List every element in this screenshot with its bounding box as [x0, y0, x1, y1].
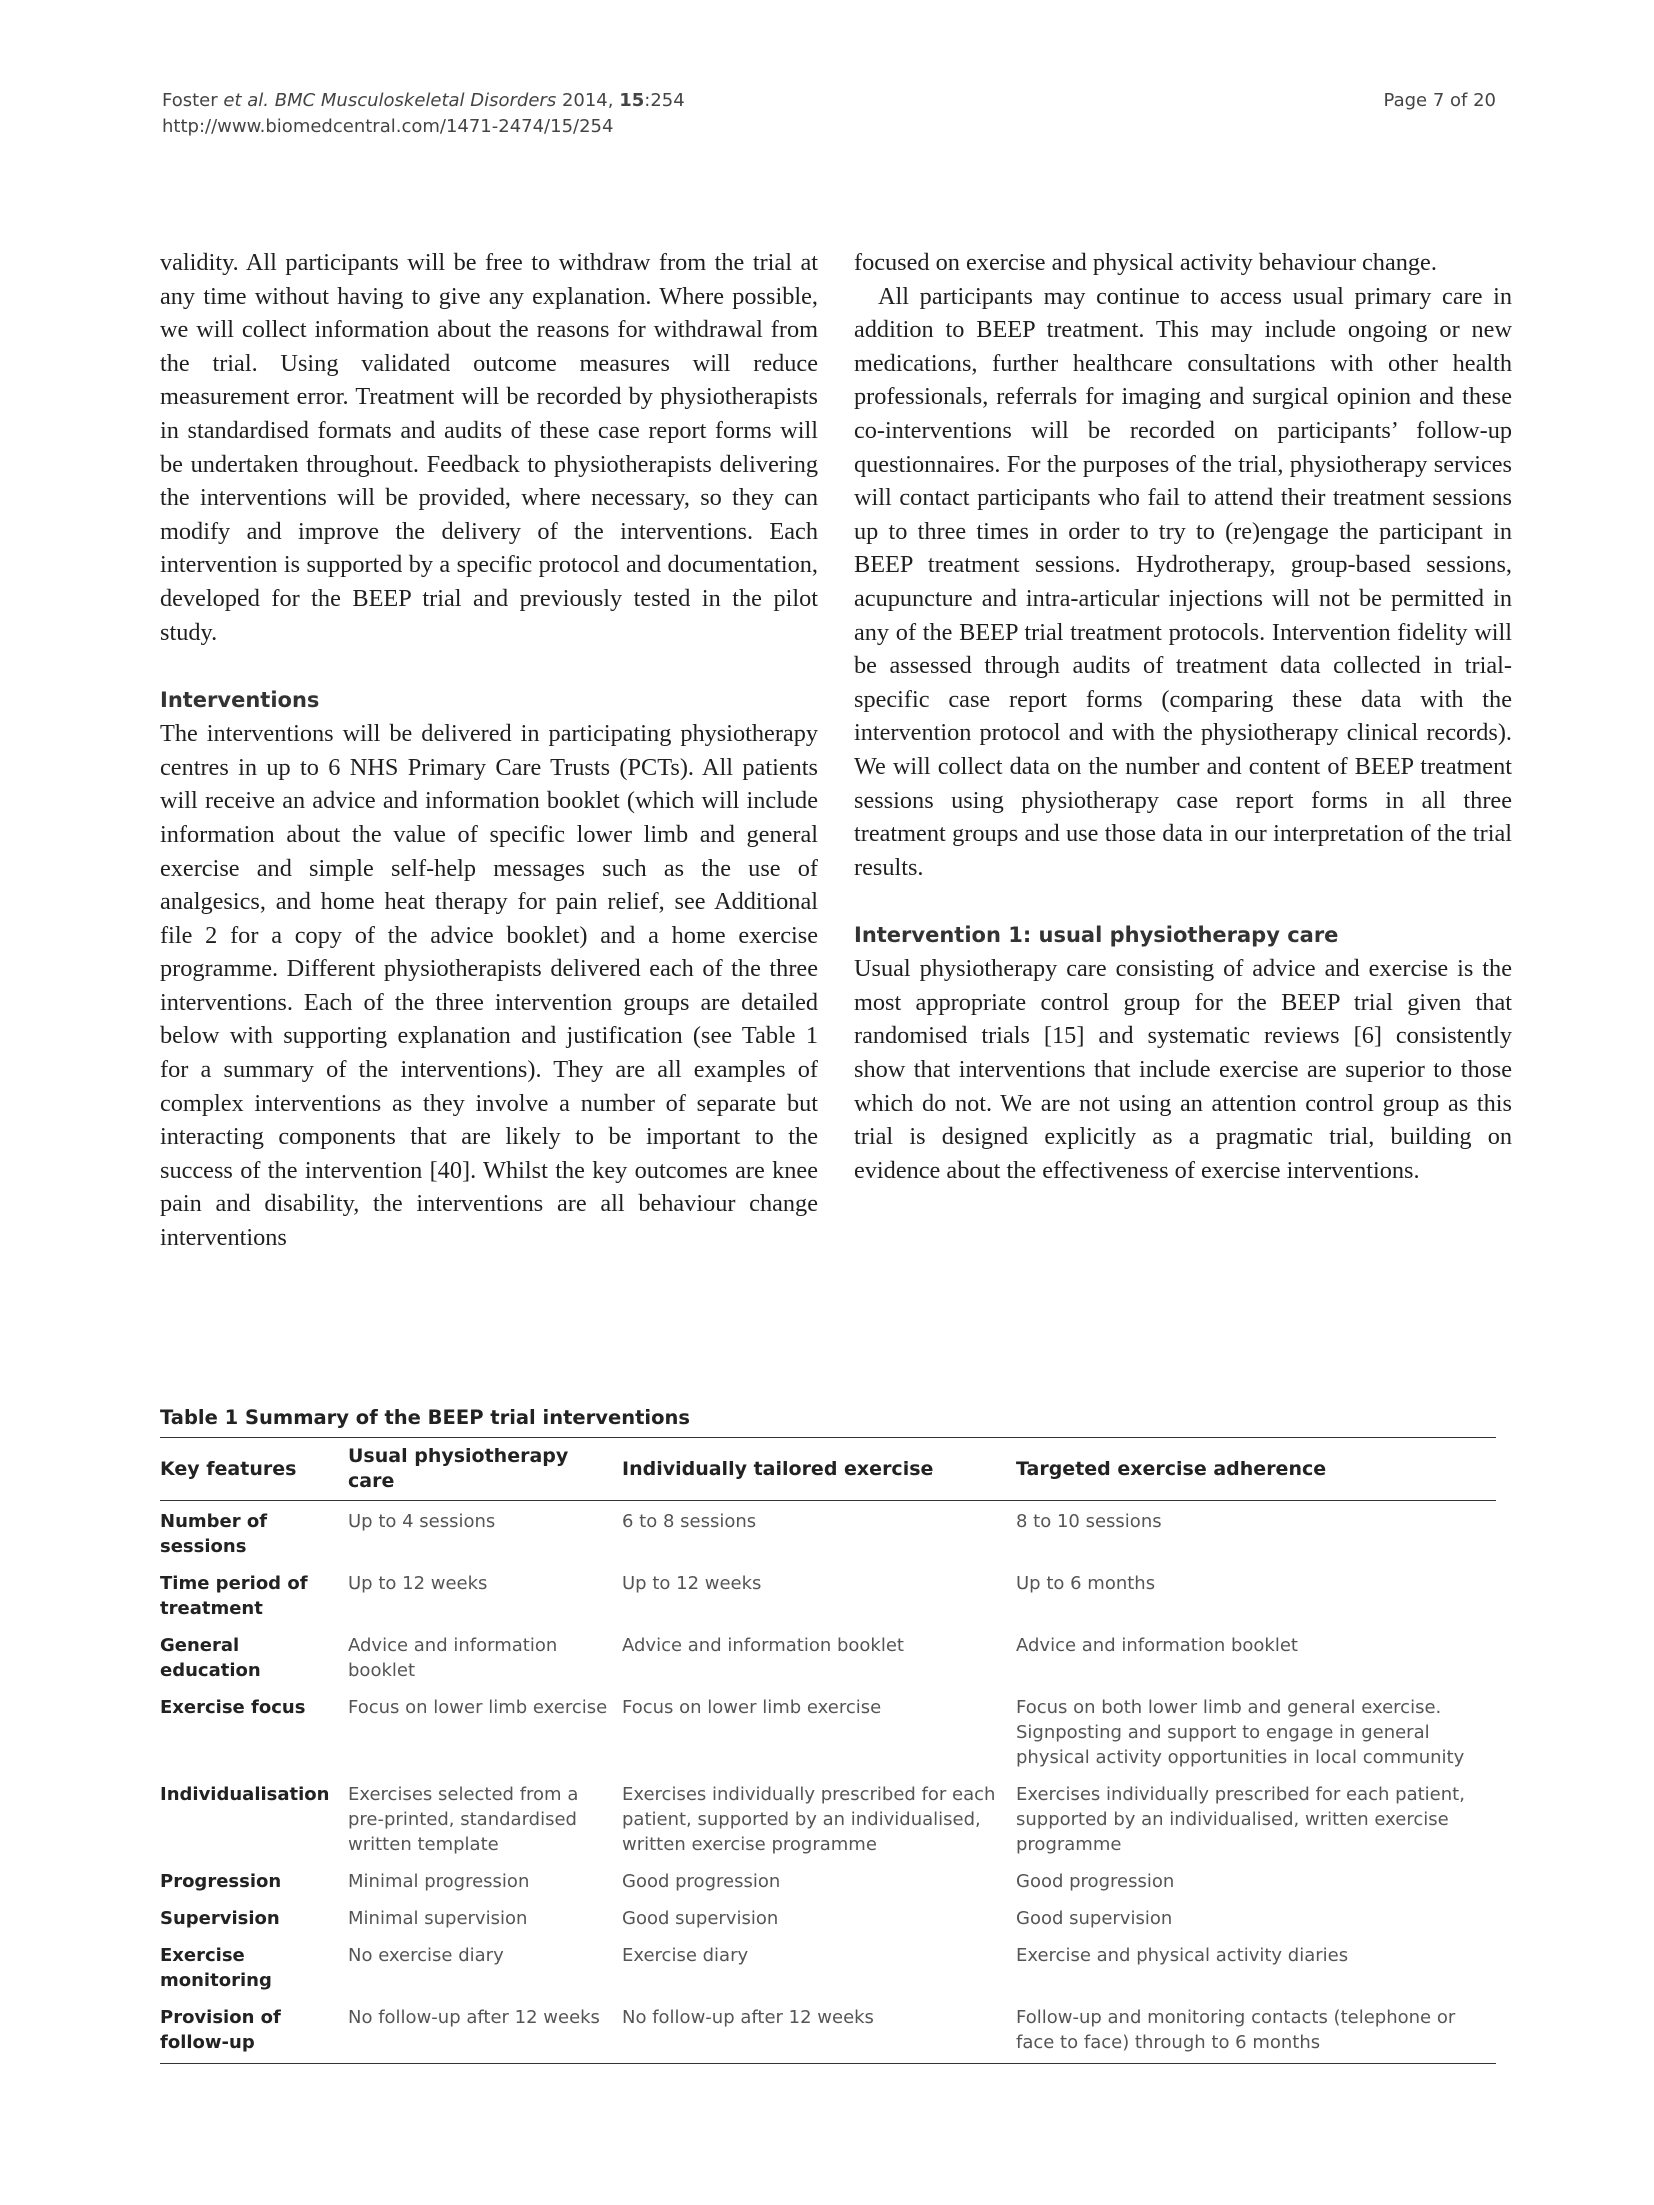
table-cell: Follow-up and monitoring contacts (telephone or face to face) through to 6 months: [1016, 1997, 1496, 2064]
table-row: [160, 1563, 1496, 1625]
table-1: [160, 1405, 1496, 2064]
table-cell: Focus on lower limb exercise: [622, 1697, 882, 1718]
table-cell: Up to 4 sessions: [348, 1511, 496, 1532]
table-cell: Good progression: [622, 1871, 781, 1892]
table-row: [160, 1625, 1496, 1687]
table-header-cell: Usual physiotherapy care: [348, 1438, 622, 1501]
right-paragraph-1: focused on exercise and physical activity behaviour change.: [854, 249, 1437, 276]
citation-year: 2014,: [561, 90, 614, 111]
section-heading-intervention-1: Intervention 1: usual physiotherapy care: [854, 923, 1339, 948]
table-cell: Advice and information booklet: [348, 1635, 558, 1681]
table-cell: Up to 6 months: [1016, 1573, 1156, 1594]
table-cell: Minimal supervision: [348, 1908, 528, 1929]
table-cell: No follow-up after 12 weeks: [348, 1997, 622, 2064]
table-cell: Exercise and physical activity diaries: [1016, 1945, 1349, 1966]
table-header-cell: Individually tailored exercise: [622, 1438, 1016, 1501]
left-paragraph-2: The interventions will be delivered in participating physiotherapy centres in up to 6 NHS Primary Care Trusts (PCTs). All patients will receive an advice and information booklet (which will include information about the value of specific lower limb and general exercise and simple self-help messages such as the use of analgesics, and home heat therapy for pain relief, see Additional file 2 for a copy of the advice booklet) and a home exercise programme. Different physiotherapists delivered each of the three interventions. Each of the three intervention groups are detailed below with supporting explanation and justification (see Table 1 for a summary of the interventions). They are all examples of complex interventions as they involve a number of separate but interacting components that are likely to be important to the success of the intervention [40]. Whilst the key outcomes are knee pain and disability, the interventions are all behaviour change interventions: [160, 720, 818, 1252]
table-cell: Advice and information booklet: [1016, 1635, 1298, 1656]
table-cell: No exercise diary: [348, 1945, 504, 1966]
table-cell: No follow-up after 12 weeks: [622, 1997, 1016, 2064]
table-header-cell: Targeted exercise adherence: [1016, 1438, 1496, 1501]
table-row: [160, 1501, 1496, 1564]
table-key-cell: Time period of treatment: [160, 1573, 308, 1619]
table-key-cell: Provision of follow-up: [160, 1997, 348, 2064]
table-cell: Good progression: [1016, 1871, 1175, 1892]
citation: [162, 88, 685, 140]
table-header-cell: Key features: [160, 1438, 348, 1501]
table-key-cell: Progression: [160, 1871, 282, 1892]
table-row: [160, 1774, 1496, 1861]
table-cell: Exercise diary: [622, 1945, 749, 1966]
table-cell: 8 to 10 sessions: [1016, 1511, 1162, 1532]
citation-etal: et al.: [223, 90, 269, 111]
left-column: [160, 246, 818, 1255]
table-key-cell: Supervision: [160, 1908, 280, 1929]
citation-article: :254: [644, 90, 685, 111]
section-heading-interventions: Interventions: [160, 688, 320, 713]
table-key-cell: Exercise focus: [160, 1697, 306, 1718]
right-paragraph-2: All participants may continue to access usual primary care in addition to BEEP treatment. This may include ongoing or new medications, further healthcare consultations with other health professionals, referrals for imaging and surgical opinion and these co-interventions will be recorded on participants’ follow-up questionnaires. For the purposes of the trial, physiotherapy services will contact participants who fail to attend their treatment sessions up to three times in order to try to (re)engage the participant in BEEP treatment sessions. Hydrotherapy, group-based sessions, acupuncture and intra-articular injections will not be permitted in any of the BEEP trial treatment protocols. Intervention fidelity will be assessed through audits of treatment data collected in trial-specific case report forms (comparing these data with the intervention protocol and with the physiotherapy clinical records). We will collect data on the number and content of BEEP treatment sessions using physiotherapy case report forms in all three treatment groups and use those data in our interpretation of the trial results.: [854, 282, 1512, 881]
citation-authors: Foster: [162, 90, 218, 111]
table-cell: Exercises individually prescribed for each patient, supported by an individualised, written exercise programme: [622, 1784, 996, 1855]
table-row: [160, 1935, 1496, 1997]
summary-table: [160, 1437, 1496, 2064]
table-row: [160, 1687, 1496, 1774]
citation-line: [162, 88, 685, 114]
table-key-cell: Exercise monitoring: [160, 1945, 272, 1991]
table-key-cell: General education: [160, 1635, 261, 1681]
table-cell: 6 to 8 sessions: [622, 1511, 757, 1532]
table-cell: Up to 12 weeks: [348, 1573, 488, 1594]
table-cell: Good supervision: [1016, 1908, 1173, 1929]
table-cell: Minimal progression: [348, 1871, 530, 1892]
table-cell: Exercises individually prescribed for each patient, supported by an individualised, written exercise programme: [1016, 1784, 1465, 1855]
table-header-row: [160, 1438, 1496, 1501]
right-paragraph-3: Usual physiotherapy care consisting of advice and exercise is the most appropriate control group for the BEEP trial given that randomised trials [15] and systematic reviews [6] consistently show that interventions that include exercise are superior to those which do not. We are not using an attention control group as this trial is designed explicitly as a pragmatic trial, building on evidence about the effectiveness of exercise interventions.: [854, 955, 1512, 1184]
table-row: [160, 1997, 1496, 2064]
table-row: [160, 1898, 1496, 1935]
table-row: [160, 1861, 1496, 1898]
table-cell: Focus on lower limb exercise: [348, 1697, 608, 1718]
table-caption: Table 1 Summary of the BEEP trial interventions: [160, 1406, 690, 1429]
table-key-cell: Individualisation: [160, 1784, 330, 1805]
right-column: [854, 246, 1512, 1187]
table-cell: Advice and information booklet: [622, 1635, 904, 1656]
left-paragraph-1: validity. All participants will be free to withdraw from the trial at any time without having to give any explanation. Where possible, we will collect information about the reasons for withdrawal from the trial. Using validated outcome measures will reduce measurement error. Treatment will be recorded by physiotherapists in standardised formats and audits of these case report forms will be undertaken throughout. Feedback to physiotherapists delivering the interventions will be provided, where necessary, so they can modify and improve the delivery of the interventions. Each intervention is supported by a specific protocol and documentation, developed for the BEEP trial and previously tested in the pilot study.: [160, 249, 818, 646]
running-header: [162, 88, 1496, 140]
table-key-cell: Number of sessions: [160, 1511, 268, 1557]
citation-url[interactable]: http://www.biomedcentral.com/1471-2474/15/254: [162, 116, 614, 137]
citation-volume: 15: [619, 90, 645, 111]
page-number: Page 7 of 20: [1383, 90, 1496, 111]
table-cell: Good supervision: [622, 1908, 779, 1929]
table-cell: Focus on both lower limb and general exercise. Signposting and support to engage in general physical activity opportunities in local community: [1016, 1697, 1465, 1768]
citation-journal: BMC Musculoskeletal Disorders: [274, 90, 557, 111]
table-cell: Exercises selected from a pre-printed, standardised written template: [348, 1784, 579, 1855]
table-cell: Up to 12 weeks: [622, 1573, 762, 1594]
